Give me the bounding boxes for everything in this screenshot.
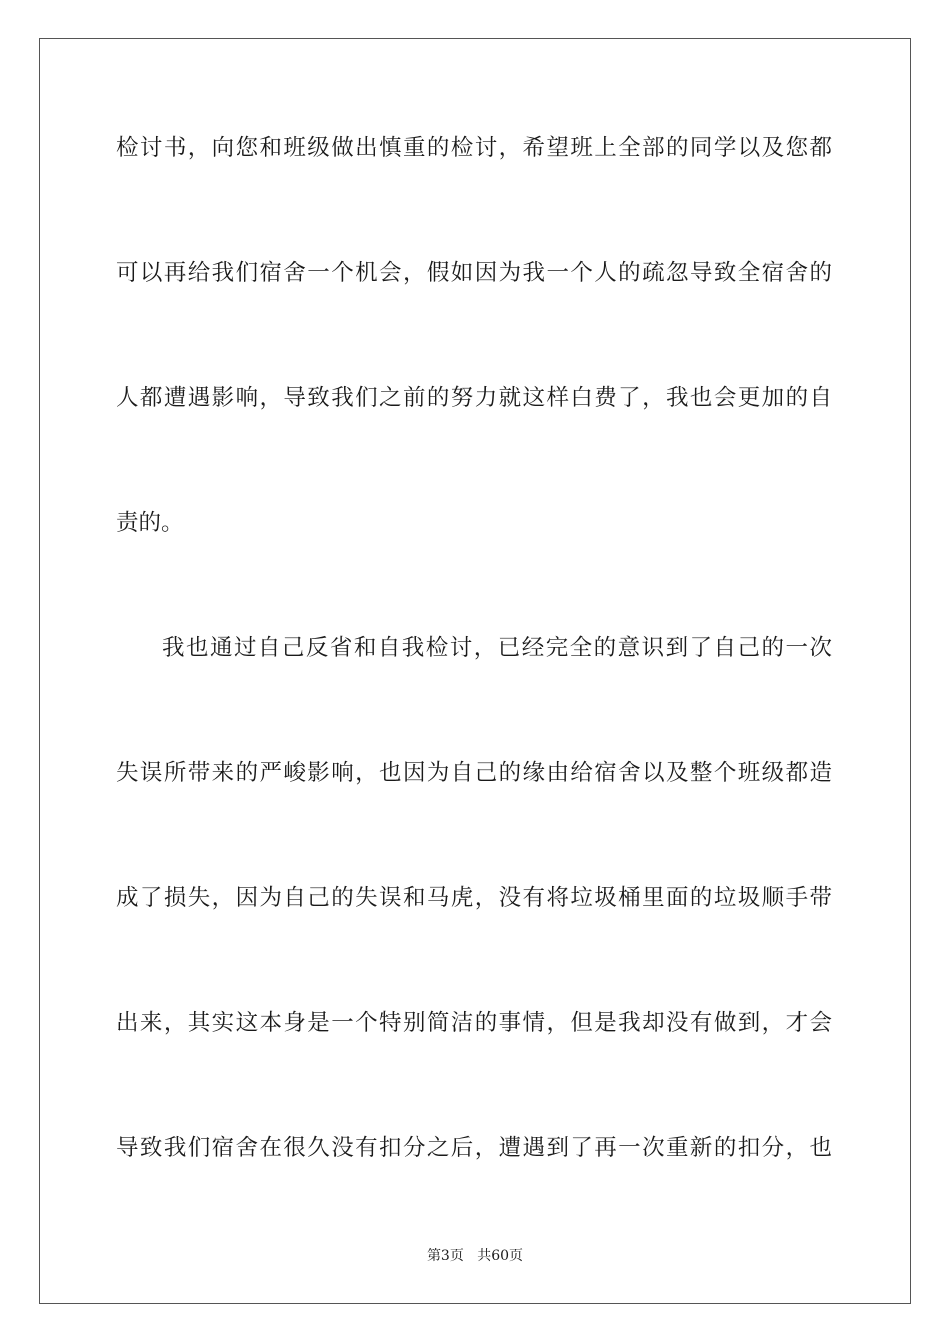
- page-total: 共60页: [477, 1248, 524, 1264]
- text-line: 责的。: [116, 510, 184, 536]
- text-line: 成了损失，因为自己的失误和马虎，没有将垃圾桶里面的垃圾顺手带: [116, 885, 832, 911]
- page-number: 第3页: [426, 1248, 464, 1264]
- text-line: 可以再给我们宿舍一个机会，假如因为我一个人的疏忽导致全宿舍的: [116, 260, 832, 286]
- paragraph-first-line: 我也通过自己反省和自我检讨，已经完全的意识到了自己的一次: [162, 635, 832, 661]
- text-line: 出来，其实这本身是一个特别简洁的事情，但是我却没有做到，才会: [116, 1010, 832, 1036]
- text-line: 人都遭遇影响，导致我们之前的努力就这样白费了，我也会更加的自: [116, 385, 832, 411]
- text-line: 检讨书，向您和班级做出慎重的检讨，希望班上全部的同学以及您都: [116, 135, 832, 161]
- page-footer: [0, 1246, 950, 1266]
- text-line: 失误所带来的严峻影响，也因为自己的缘由给宿舍以及整个班级都造: [116, 760, 832, 786]
- text-line: 导致我们宿舍在很久没有扣分之后，遭遇到了再一次重新的扣分，也: [116, 1135, 832, 1161]
- page-border: [39, 38, 911, 1304]
